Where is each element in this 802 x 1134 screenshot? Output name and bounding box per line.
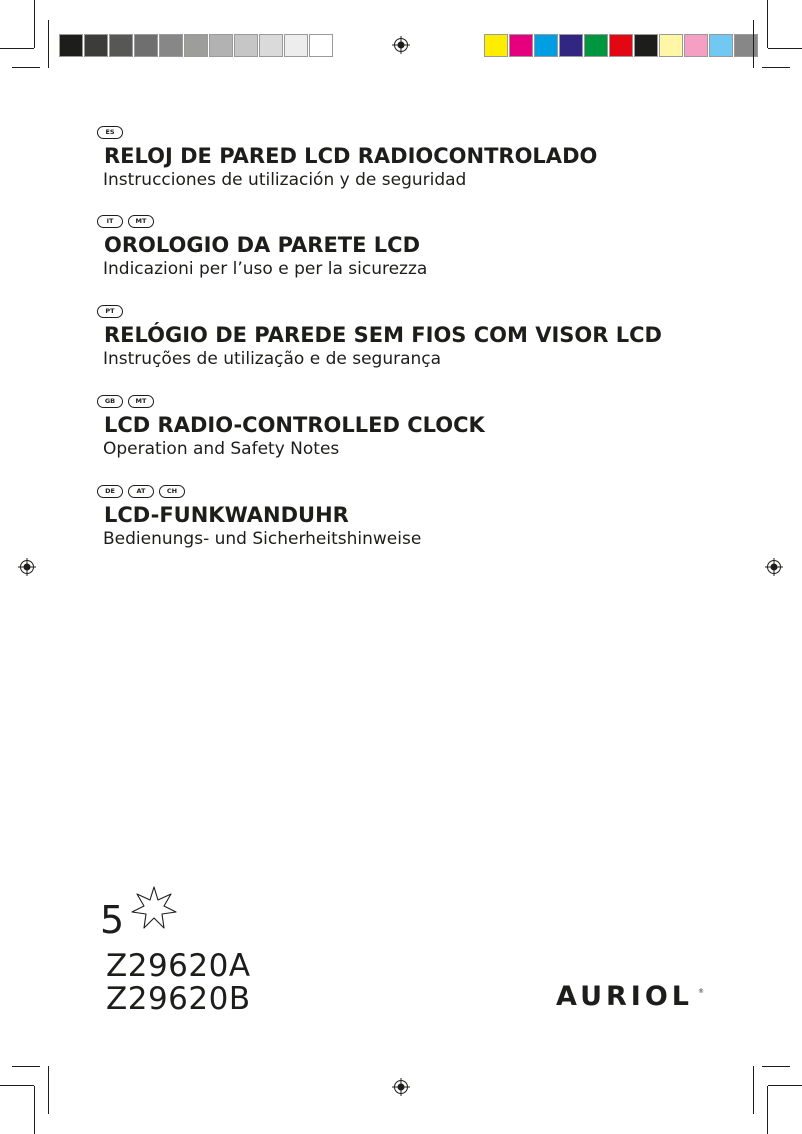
registration-mark-icon — [765, 558, 783, 576]
section-title: RELOJ DE PARED LCD RADIOCONTROLADO — [104, 144, 598, 168]
language-badges — [97, 215, 154, 228]
language-badge: DE — [97, 485, 123, 498]
crop-mark — [768, 1085, 802, 1086]
crop-mark — [767, 0, 768, 48]
section-title: LCD RADIO-CONTROLLED CLOCK — [104, 413, 485, 437]
crop-mark — [12, 67, 40, 68]
color-swatch — [59, 34, 83, 57]
language-badges — [97, 485, 185, 498]
color-swatch — [509, 34, 533, 57]
language-badge: IT — [97, 215, 123, 228]
color-swatch — [284, 34, 308, 57]
grayscale-calibration-bar — [59, 34, 334, 57]
language-badges — [97, 395, 154, 408]
section-subtitle: Indicazioni per l’uso e per la sicurezza — [103, 259, 428, 279]
star-outline-icon — [131, 885, 177, 931]
crop-mark — [48, 1066, 49, 1114]
registration-mark-icon — [392, 1078, 410, 1096]
color-swatch — [209, 34, 233, 57]
section-subtitle: Operation and Safety Notes — [103, 439, 340, 459]
color-swatch — [659, 34, 683, 57]
color-swatch — [534, 34, 558, 57]
color-swatch — [84, 34, 108, 57]
section-subtitle: Instrucciones de utilización y de seguridad — [103, 170, 467, 190]
registration-mark-icon — [392, 36, 410, 54]
language-badges — [97, 305, 123, 318]
color-swatch — [684, 34, 708, 57]
language-badge: PT — [97, 305, 123, 318]
crop-mark — [767, 1086, 768, 1134]
crop-mark — [0, 1085, 34, 1086]
language-badge: ES — [97, 126, 123, 139]
color-swatch — [709, 34, 733, 57]
color-swatch — [109, 34, 133, 57]
color-swatch — [234, 34, 258, 57]
section-subtitle: Instruções de utilização e de segurança — [103, 349, 442, 369]
crop-mark — [762, 1066, 790, 1067]
section-title: RELÓGIO DE PAREDE SEM FIOS COM VISOR LCD — [104, 323, 662, 347]
crop-mark — [34, 1086, 35, 1134]
language-badge: MT — [128, 215, 154, 228]
color-calibration-bar — [484, 34, 759, 57]
color-swatch — [559, 34, 583, 57]
language-badges — [97, 126, 123, 139]
section-subtitle: Bedienungs- und Sicherheitshinweise — [103, 529, 422, 549]
model-number: Z29620A — [106, 948, 251, 984]
crop-mark — [753, 1066, 754, 1114]
color-swatch — [584, 34, 608, 57]
section-title: LCD-FUNKWANDUHR — [104, 503, 349, 527]
color-swatch — [734, 34, 758, 57]
crop-mark — [0, 48, 34, 49]
crop-mark — [753, 20, 754, 68]
language-badge: AT — [128, 485, 154, 498]
language-badge: CH — [159, 485, 185, 498]
crop-mark — [48, 20, 49, 68]
brand-logo: AURIOL — [556, 981, 693, 1012]
color-swatch — [134, 34, 158, 57]
color-swatch — [309, 34, 333, 57]
section-title: OROLOGIO DA PARETE LCD — [104, 233, 421, 257]
color-swatch — [259, 34, 283, 57]
color-swatch — [484, 34, 508, 57]
color-swatch — [634, 34, 658, 57]
model-number: Z29620B — [106, 981, 251, 1017]
crop-mark — [762, 67, 790, 68]
color-swatch — [159, 34, 183, 57]
color-swatch — [184, 34, 208, 57]
registered-trademark: ® — [698, 988, 704, 995]
crop-mark — [34, 0, 35, 48]
language-badge: MT — [128, 395, 154, 408]
crop-mark — [768, 48, 802, 49]
crop-mark — [12, 1066, 40, 1067]
language-badge: GB — [97, 395, 123, 408]
color-swatch — [609, 34, 633, 57]
registration-mark-icon — [18, 558, 36, 576]
warranty-number: 5 — [100, 898, 125, 942]
